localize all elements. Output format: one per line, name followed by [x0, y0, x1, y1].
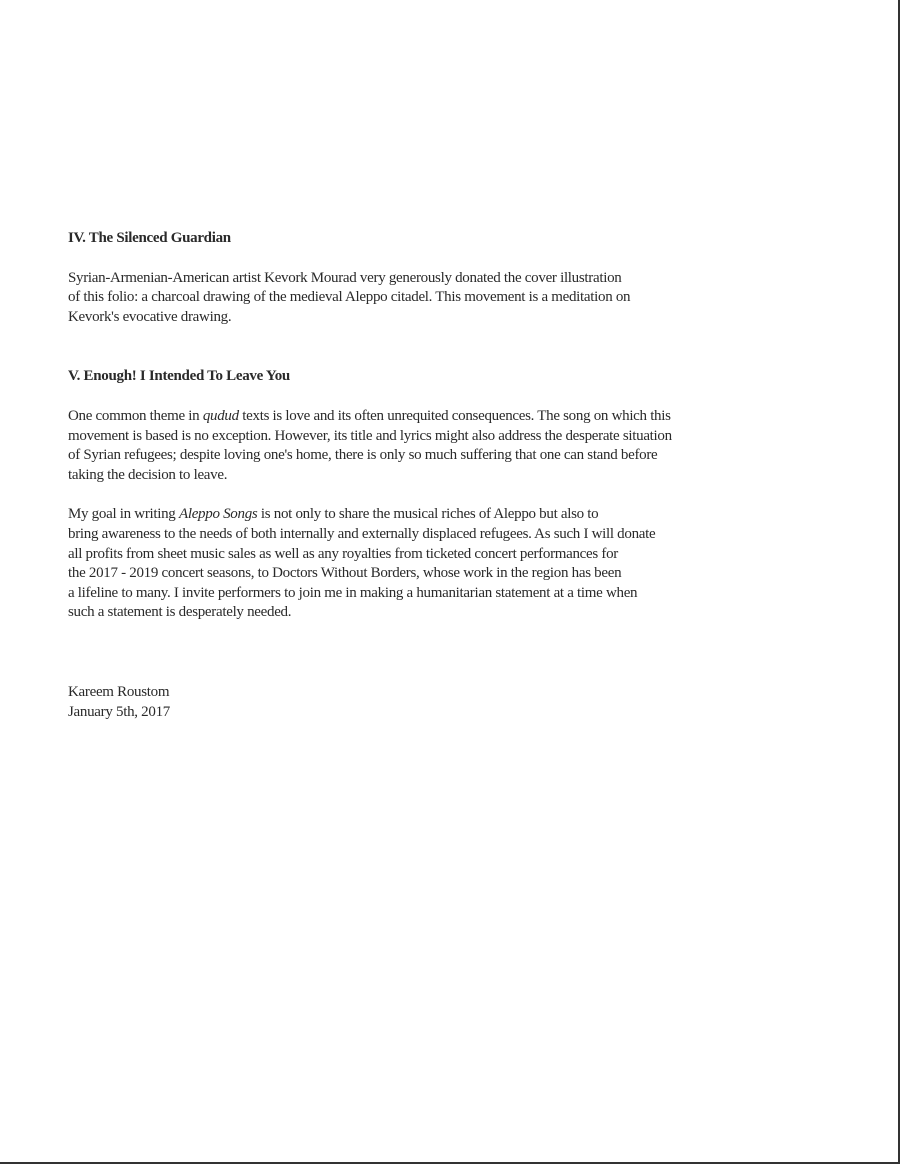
signature-date: January 5th, 2017	[68, 703, 170, 720]
text-line: such a statement is desperately needed.	[68, 604, 292, 621]
italic-term: qudud	[202, 407, 239, 424]
text-line: Kevork's evocative drawing.	[68, 308, 232, 325]
text-line: of this folio: a charcoal drawing of the medieval Aleppo citadel. This movement is a meditation on	[68, 289, 631, 306]
section-heading-iv: IV. The Silenced Guardian	[68, 230, 231, 246]
text-line: a lifeline to many. I invite performers to join me in making a humanitarian statement at a time when	[68, 584, 638, 601]
document-body	[68, 229, 768, 722]
text-segment: is not only to share the musical riches of Aleppo but also to	[257, 506, 599, 523]
text-line: the 2017 - 2019 concert seasons, to Doctors Without Borders, whose work in the region has been	[68, 565, 622, 582]
text-line	[68, 407, 768, 427]
section-v-paragraph-1	[68, 407, 768, 485]
text-segment: My goal in writing	[68, 506, 179, 523]
italic-title: Aleppo Songs	[178, 506, 258, 523]
text-line: all profits from sheet music sales as well as any royalties from ticketed concert performances for	[68, 545, 618, 562]
text-line: of Syrian refugees; despite loving one's home, there is only so much suffering that one can stand before	[68, 447, 658, 464]
text-line: movement is based is no exception. However, its title and lyrics might also address the desperate situation	[68, 427, 672, 444]
text-line: taking the decision to leave.	[68, 466, 228, 483]
text-line	[68, 505, 768, 525]
author-name: Kareem Roustom	[68, 683, 170, 700]
text-line: Syrian-Armenian-American artist Kevork Mourad very generously donated the cover illustration	[68, 269, 622, 286]
section-heading-v: V. Enough! I Intended To Leave You	[68, 368, 290, 385]
text-segment: texts is love and its often unrequited consequences. The song on which this	[238, 407, 671, 424]
text-line: bring awareness to the needs of both internally and externally displaced refugees. As such I will donate	[68, 525, 656, 542]
text-segment: One common theme in	[68, 407, 203, 424]
section-v-paragraph-2	[68, 505, 768, 623]
section-iv-paragraph	[68, 269, 768, 328]
signature-block	[68, 683, 768, 722]
